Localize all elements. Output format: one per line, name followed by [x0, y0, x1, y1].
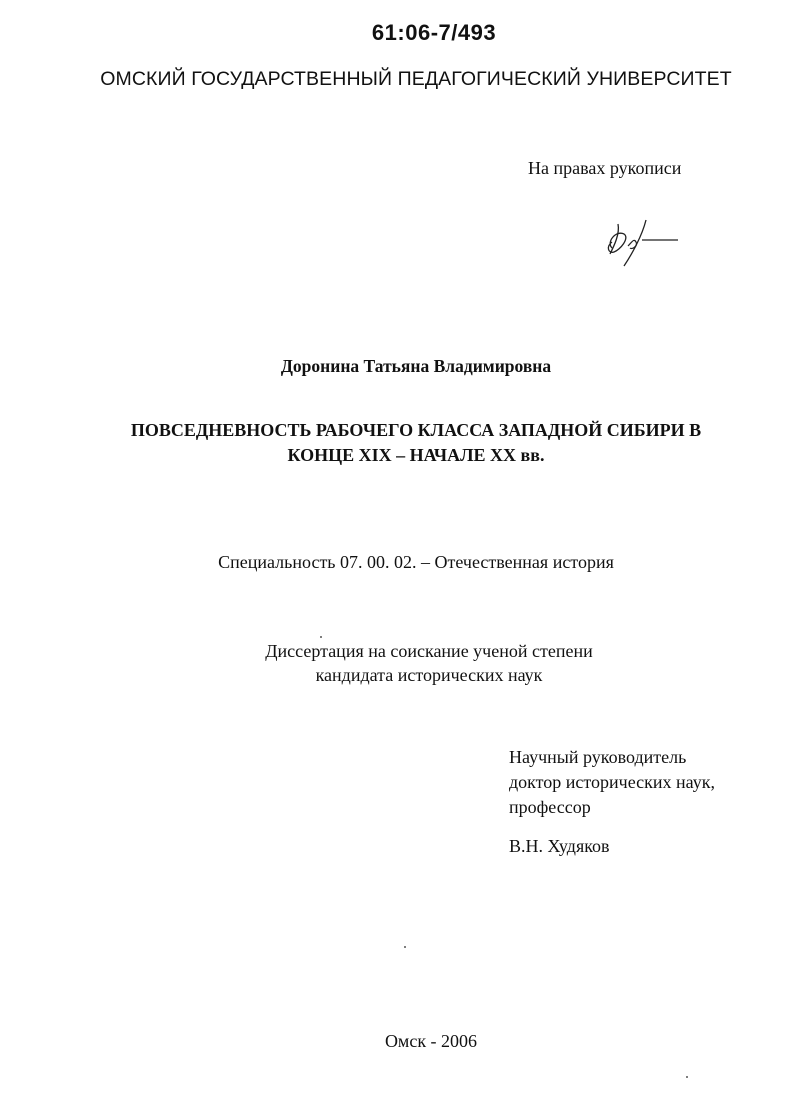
scan-speck — [404, 946, 406, 948]
supervisor-degree: доктор исторических наук, — [509, 772, 715, 792]
degree-statement — [0, 639, 792, 687]
signature-mark — [598, 212, 688, 272]
university-name: ОМСКИЙ ГОСУДАРСТВЕННЫЙ ПЕДАГОГИЧЕСКИЙ УНИВЕРСИТЕТ — [100, 68, 732, 90]
supervisor-role: Научный руководитель — [509, 747, 687, 767]
title-line-2: КОНЦЕ XIX – НАЧАЛЕ XX вв. — [287, 445, 545, 465]
scan-speck — [686, 1076, 688, 1078]
degree-line-2: кандидата исторических наук — [315, 665, 543, 685]
supervisor-name: В.Н. Худяков — [509, 836, 610, 856]
dissertation-title — [0, 418, 792, 468]
title-line-1: ПОВСЕДНЕВНОСТЬ РАБОЧЕГО КЛАССА ЗАПАДНОЙ СИБИРИ В — [130, 420, 702, 440]
city-year: Омск - 2006 — [384, 1031, 478, 1051]
scan-speck — [320, 636, 322, 638]
supervisor-block — [509, 745, 715, 820]
rights-note: На правах рукописи — [528, 158, 682, 178]
degree-line-1: Диссертация на соискание ученой степени — [265, 641, 593, 661]
call-number: 61:06-7/493 — [371, 20, 497, 45]
supervisor-rank: профессор — [509, 797, 591, 817]
specialty: Специальность 07. 00. 02. – Отечественная история — [218, 552, 614, 572]
author-name: Доронина Татьяна Владимировна — [280, 356, 552, 376]
